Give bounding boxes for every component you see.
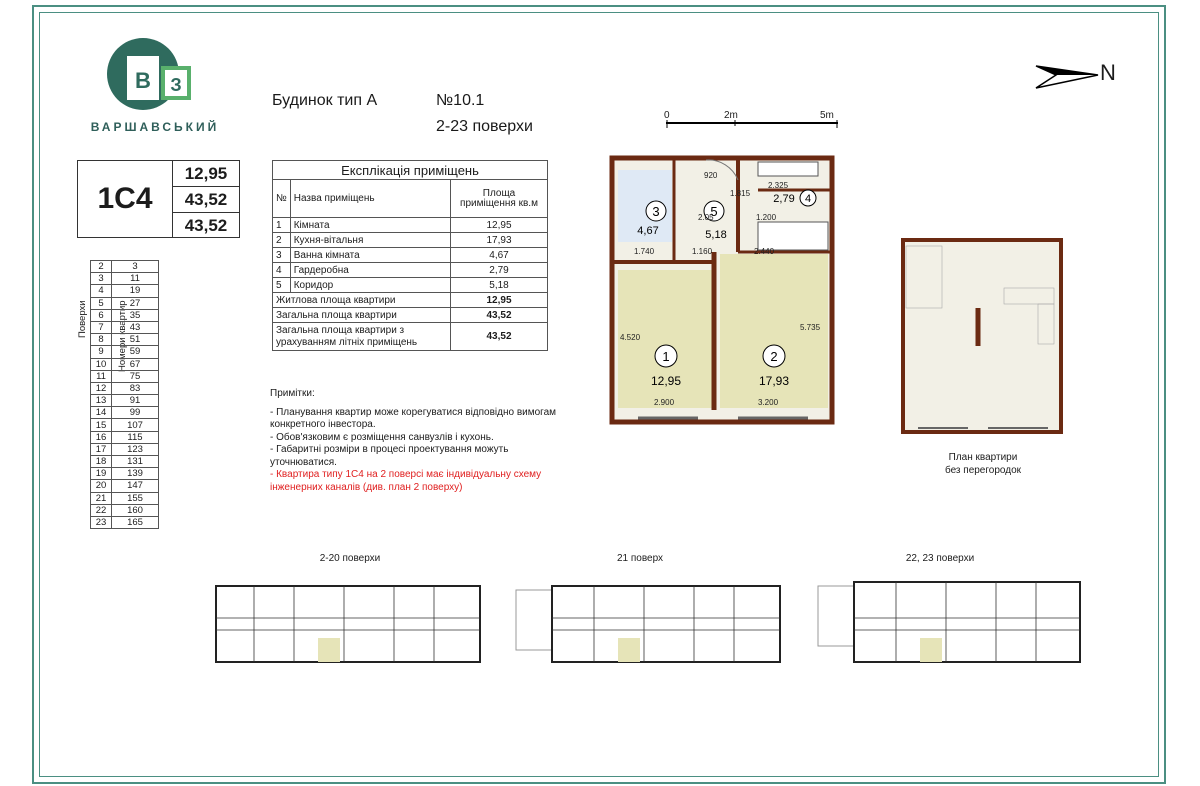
apartment-plan — [608, 150, 838, 430]
plan-dim: 1.160 — [692, 247, 713, 256]
table-row — [91, 334, 159, 346]
floor-number: 15 — [91, 419, 112, 431]
room-area-4: 2,79 — [773, 193, 795, 205]
open-plan-caption-2: без перегородок — [944, 465, 1022, 476]
apartment-number: 123 — [112, 443, 159, 455]
floor-plan-label-2: 21 поверх — [616, 553, 664, 564]
floor-number: 21 — [91, 492, 112, 504]
apartment-number: 147 — [112, 480, 159, 492]
apartments-label: Номери квартир — [117, 300, 128, 372]
floor-plan-22-23 — [816, 578, 1084, 664]
notes — [270, 388, 570, 494]
table-row: 2 Кухня-вітальня 17,93 — [273, 233, 548, 248]
room-num-3: 3 — [652, 204, 660, 219]
apartment-number: 139 — [112, 468, 159, 480]
table-row — [91, 321, 159, 333]
floor-plan-label-1: 2-20 поверхи — [319, 553, 381, 564]
apartment-number: 165 — [112, 516, 159, 528]
table-row — [91, 419, 159, 431]
floor-number: 14 — [91, 407, 112, 419]
table-row: 3 Ванна кімната 4,67 — [273, 248, 548, 263]
summary-row: Загальна площа квартири 43,52 — [273, 308, 548, 323]
plan-dim: 2.325 — [768, 181, 789, 190]
note-item-red: - Квартира типу 1С4 на 2 поверсі має індивідуальну схему інженерних каналів (див. план 2 поверху) — [270, 469, 542, 493]
apartment-number: 91 — [112, 395, 159, 407]
plan-dim: 1.740 — [634, 247, 655, 256]
apartment-number: 59 — [112, 346, 159, 358]
floor-number: 17 — [91, 443, 112, 455]
room-num-4: 4 — [804, 193, 812, 205]
room-area-2: 17,93 — [758, 374, 790, 388]
table-row — [91, 261, 159, 273]
table-row — [91, 468, 159, 480]
note-item: - Габаритні розміри в процесі проектування можуть уточнюватися. — [270, 444, 509, 468]
plan-dim: 2.05 — [698, 213, 714, 222]
apartment-area-box — [77, 160, 240, 238]
apartment-number: 115 — [112, 431, 159, 443]
house-type: Будинок тип А — [272, 92, 378, 109]
explication-table — [272, 160, 548, 351]
note-item: - Обов'язковим є розміщення санвузлів і кухонь. — [270, 431, 494, 443]
explication-title: Експлікація приміщень — [273, 161, 548, 180]
floors-table — [90, 260, 159, 529]
table-row — [91, 358, 159, 370]
summary-row: Житлова площа квартири 12,95 — [273, 293, 548, 308]
table-row — [91, 370, 159, 382]
room-area-1: 12,95 — [650, 374, 682, 388]
floor-number: 12 — [91, 382, 112, 394]
table-row — [91, 382, 159, 394]
notes-title: Примітки: — [270, 388, 315, 399]
table-row — [91, 492, 159, 504]
floor-number: 8 — [91, 334, 112, 346]
explication-col-num: № — [273, 180, 291, 218]
room-num-1: 1 — [662, 349, 670, 364]
apartment-number: 3 — [112, 261, 159, 273]
scale-label-2m: 2m — [724, 110, 738, 121]
scale-label-5m: 5m — [820, 110, 834, 121]
table-row — [91, 504, 159, 516]
room-num-5: 5 — [710, 204, 718, 219]
table-row — [91, 395, 159, 407]
apartment-number: 83 — [112, 382, 159, 394]
explication-col-name: Назва приміщень — [290, 180, 450, 218]
brand-logo — [105, 36, 200, 116]
apartment-number: 107 — [112, 419, 159, 431]
table-row — [91, 407, 159, 419]
apartment-number: 99 — [112, 407, 159, 419]
table-row — [91, 273, 159, 285]
floor-number: 10 — [91, 358, 112, 370]
table-row — [91, 309, 159, 321]
floors-range: 2-23 поверхи — [436, 118, 533, 135]
plan-dim: 4.520 — [620, 333, 641, 342]
room-area-5: 5,18 — [705, 229, 727, 241]
plan-dim: 2.900 — [654, 398, 675, 407]
apartment-number: 67 — [112, 358, 159, 370]
plan-dim: 920 — [704, 171, 718, 180]
apartment-number: 11 — [112, 273, 159, 285]
floor-number: 22 — [91, 504, 112, 516]
floor-number: 20 — [91, 480, 112, 492]
floor-number: 18 — [91, 456, 112, 468]
apartment-code: 1С4 — [78, 161, 173, 237]
table-row — [91, 297, 159, 309]
floor-number: 9 — [91, 346, 112, 358]
plan-dim: 2.440 — [754, 247, 775, 256]
table-row: 4 Гардеробна 2,79 — [273, 263, 548, 278]
floor-plan-2-20 — [214, 578, 482, 664]
table-row — [91, 285, 159, 297]
plan-dim: 3.200 — [758, 398, 779, 407]
table-row — [91, 431, 159, 443]
plan-dim: 1.200 — [756, 213, 777, 222]
house-number: №10.1 — [436, 92, 485, 109]
table-row — [91, 480, 159, 492]
table-row — [91, 516, 159, 528]
floor-number: 19 — [91, 468, 112, 480]
brand-name: ВАРШАВСЬКИЙ — [90, 120, 220, 134]
floor-number: 23 — [91, 516, 112, 528]
apartment-number: 35 — [112, 309, 159, 321]
room-area-3: 4,67 — [637, 225, 659, 237]
table-row — [91, 346, 159, 358]
scale-label-0: 0 — [664, 110, 670, 121]
north-arrow-icon — [1034, 62, 1100, 92]
floor-number: 6 — [91, 309, 112, 321]
apartment-number: 155 — [112, 492, 159, 504]
open-plan — [898, 228, 1068, 438]
floors-label: Поверхи — [77, 300, 88, 338]
apartment-number: 75 — [112, 370, 159, 382]
apartment-area-living: 12,95 — [173, 161, 239, 187]
north-label: N — [1100, 60, 1116, 85]
table-row: 1 Кімната 12,95 — [273, 218, 548, 233]
apartment-number: 19 — [112, 285, 159, 297]
table-row: 5 Коридор 5,18 — [273, 278, 548, 293]
floor-number: 13 — [91, 395, 112, 407]
explication-col-area: Площа приміщення кв.м — [451, 180, 548, 218]
apartment-number: 160 — [112, 504, 159, 516]
plan-dim: 1.815 — [730, 189, 751, 198]
floor-number: 11 — [91, 370, 112, 382]
table-row — [91, 456, 159, 468]
floor-number: 3 — [91, 273, 112, 285]
open-plan-caption-1: План квартири — [948, 452, 1018, 463]
logo-letter-1: В — [135, 68, 151, 93]
logo-letter-2: З — [170, 75, 182, 95]
table-row — [91, 443, 159, 455]
floor-number: 5 — [91, 297, 112, 309]
floor-number: 16 — [91, 431, 112, 443]
note-item: - Планування квартир може корегуватися відповідно вимогам конкретного інвестора. — [270, 406, 557, 430]
floor-plan-21 — [514, 578, 782, 664]
apartment-number: 51 — [112, 334, 159, 346]
room-num-2: 2 — [770, 349, 778, 364]
scale-bar — [666, 120, 842, 130]
apartment-number: 131 — [112, 456, 159, 468]
floor-plan-label-3: 22, 23 поверхи — [905, 553, 975, 564]
floor-number: 2 — [91, 261, 112, 273]
floor-number: 7 — [91, 321, 112, 333]
apartment-number: 43 — [112, 321, 159, 333]
apartment-number: 27 — [112, 297, 159, 309]
floor-number: 4 — [91, 285, 112, 297]
plan-dim: 5.735 — [800, 323, 821, 332]
apartment-area-total: 43,52 — [173, 187, 239, 213]
apartment-area-total-summer: 43,52 — [184, 216, 228, 235]
summary-row: Загальна площа квартири з урахуванням літніх приміщень 43,52 — [273, 323, 548, 351]
